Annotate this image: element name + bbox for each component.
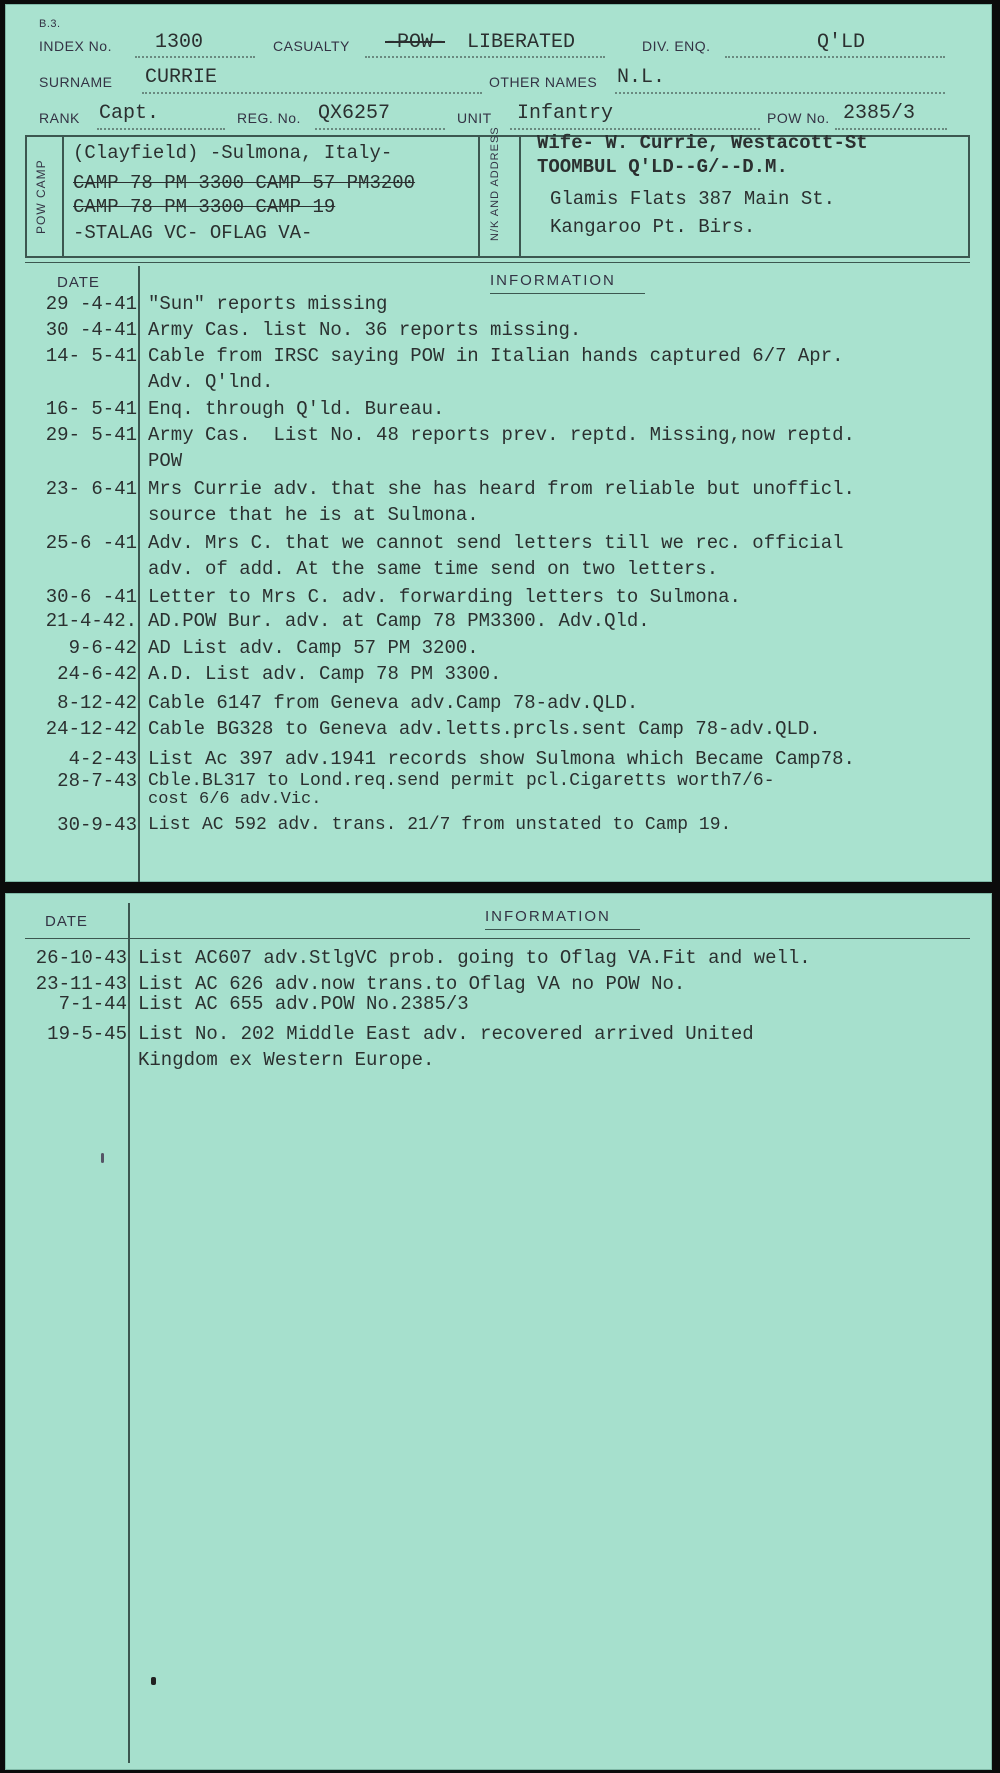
surname-value: CURRIE [145,66,218,89]
entry-text: Mrs Currie adv. that she has heard from reliable but unofficl. [148,478,855,500]
information-underline [485,929,640,930]
camp-line: CAMP 78 PM 3300 CAMP 19 [73,196,336,218]
index-card-back [5,893,992,1770]
surname-label: SURNAME [39,74,113,90]
entry-text: Enq. through Q'ld. Bureau. [148,398,445,420]
rule-camp-label [62,135,64,257]
reg-no-value: QX6257 [318,102,391,125]
pow-no-dots [835,128,947,130]
index-dots [135,56,255,58]
reg-no-label: REG. No. [237,110,301,126]
date-header: DATE [45,913,88,930]
entry-date: 30-6 -41 [45,586,137,608]
reg-no-dots [315,128,445,130]
address-line: Glamis Flats 387 Main St. [550,188,836,210]
entry-text: AD List adv. Camp 57 PM 3200. [148,637,479,659]
ink-mark [151,1677,156,1685]
entry-date: 30-9-43 [57,814,137,836]
entry-date: 7-1-44 [58,993,127,1015]
casualty-dots [365,56,605,58]
entry-date: 9-6-42 [68,637,137,659]
other-names-dots [615,92,945,94]
entry-text: List No. 202 Middle East adv. recovered arrived United [138,1023,754,1045]
rank-value: Capt. [99,102,160,125]
other-names-label: OTHER NAMES [489,74,598,90]
nk-address-label: N/K AND ADDRESS [489,126,501,241]
entry-date: 4-2-43 [68,748,137,770]
unit-value: Infantry [517,102,614,125]
card-code: B.3. [39,18,61,30]
entry-text: source that he is at Sulmona. [148,504,479,526]
camp-line: CAMP 78 PM 3300 CAMP 57 PM3200 [73,172,416,194]
entry-text: List AC 626 adv.now trans.to Oflag VA no POW No. [138,973,686,995]
entry-text: List AC 655 adv.POW No.2385/3 [138,993,469,1015]
address-line: TOOMBUL Q'LD--G/--D.M. [537,156,788,178]
address-line: Wife- W. Currie, Westacott-St [537,132,868,154]
entry-text: List AC607 adv.StlgVC prob. going to Oflag VA.Fit and well. [138,947,811,969]
other-names-value: N.L. [617,66,666,89]
entry-text: AD.POW Bur. adv. at Camp 78 PM3300. Adv.Qld. [148,610,650,632]
camp-line: -STALAG VC- OFLAG VA- [73,222,313,244]
rank-dots [97,128,225,130]
entry-text: Cable 6147 from Geneva adv.Camp 78-adv.QLD. [148,692,639,714]
entry-date: 19-5-45 [47,1023,127,1045]
entry-text: Letter to Mrs C. adv. forwarding letters to Sulmona. [148,586,741,608]
entry-date: 24-6-42 [57,663,137,685]
entry-date: 23-11-43 [35,973,127,995]
entry-date: 16- 5-41 [45,398,137,420]
entry-text: Army Cas. list No. 36 reports missing. [148,319,582,341]
entry-text: cost 6/6 adv.Vic. [148,790,322,809]
entry-date: 24-12-42 [45,718,137,740]
div-enq-value: Q'LD [817,31,866,54]
index-label: INDEX No. [39,38,112,54]
date-column-rule [128,903,130,1763]
entry-date: 21-4-42. [45,610,137,632]
index-card-front [5,4,992,882]
entry-text: A.D. List adv. Camp 78 PM 3300. [148,663,502,685]
entry-date: 30 -4-41 [45,319,137,341]
casualty-value: LIBERATED [467,31,576,54]
entry-text: Cble.BL317 to Lond.req.send permit pcl.Cigaretts worth7/6- [148,771,775,791]
entry-text: Adv. Mrs C. that we cannot send letters till we rec. official [148,532,844,554]
entry-text: List Ac 397 adv.1941 records show Sulmona which Became Camp78. [148,748,855,770]
rule-block-bottom-2 [25,262,970,263]
rule-nk-label [519,135,521,257]
casualty-label: CASUALTY [273,38,350,54]
address-line: Kangaroo Pt. Birs. [550,216,756,238]
pow-no-value: 2385/3 [843,102,916,125]
information-underline [490,293,645,294]
entry-text: POW [148,450,183,472]
information-header: INFORMATION [490,272,616,289]
entry-text: adv. of add. At the same time send on two letters. [148,558,719,580]
entry-text: Cable from IRSC saying POW in Italian hands captured 6/7 Apr. [148,345,844,367]
entry-date: 25-6 -41 [45,532,137,554]
entry-date: 29 -4-41 [45,293,137,315]
entry-text: Army Cas. List No. 48 reports prev. reptd. Missing,now reptd. [148,424,855,446]
casualty-struck: -POW- [385,31,446,54]
pow-camp-label: POW CAMP [34,159,48,234]
header-rule [25,938,970,939]
entry-date: 14- 5-41 [45,345,137,367]
entry-text: "Sun" reports missing [148,293,388,315]
div-enq-label: DIV. ENQ. [642,38,711,54]
unit-label: UNIT [457,110,492,126]
rule-block-bottom [25,256,970,258]
entry-date: 26-10-43 [35,947,127,969]
entry-date: 29- 5-41 [45,424,137,446]
rule-camp-end [478,135,480,257]
index-value: 1300 [155,31,204,54]
rule-right [968,135,970,257]
entry-text: Cable BG328 to Geneva adv.letts.prcls.sent Camp 78-adv.QLD. [148,718,821,740]
information-header: INFORMATION [485,908,611,925]
date-column-rule [138,266,140,882]
surname-dots [142,92,482,94]
entry-text: Adv. Q'lnd. [148,371,274,393]
entry-date: 23- 6-41 [45,478,137,500]
pow-no-label: POW No. [767,110,830,126]
entry-date: 28-7-43 [57,770,137,792]
div-enq-dots [725,56,945,58]
unit-dots [510,128,760,130]
rank-label: RANK [39,110,80,126]
ink-mark [101,1153,104,1163]
rule-left [25,135,27,257]
entry-date: 8-12-42 [57,692,137,714]
entry-text: List AC 592 adv. trans. 21/7 from unstated to Camp 19. [148,815,732,835]
camp-line: (Clayfield) -Sulmona, Italy- [73,142,393,164]
entry-text: Kingdom ex Western Europe. [138,1049,435,1071]
date-header: DATE [57,274,100,291]
